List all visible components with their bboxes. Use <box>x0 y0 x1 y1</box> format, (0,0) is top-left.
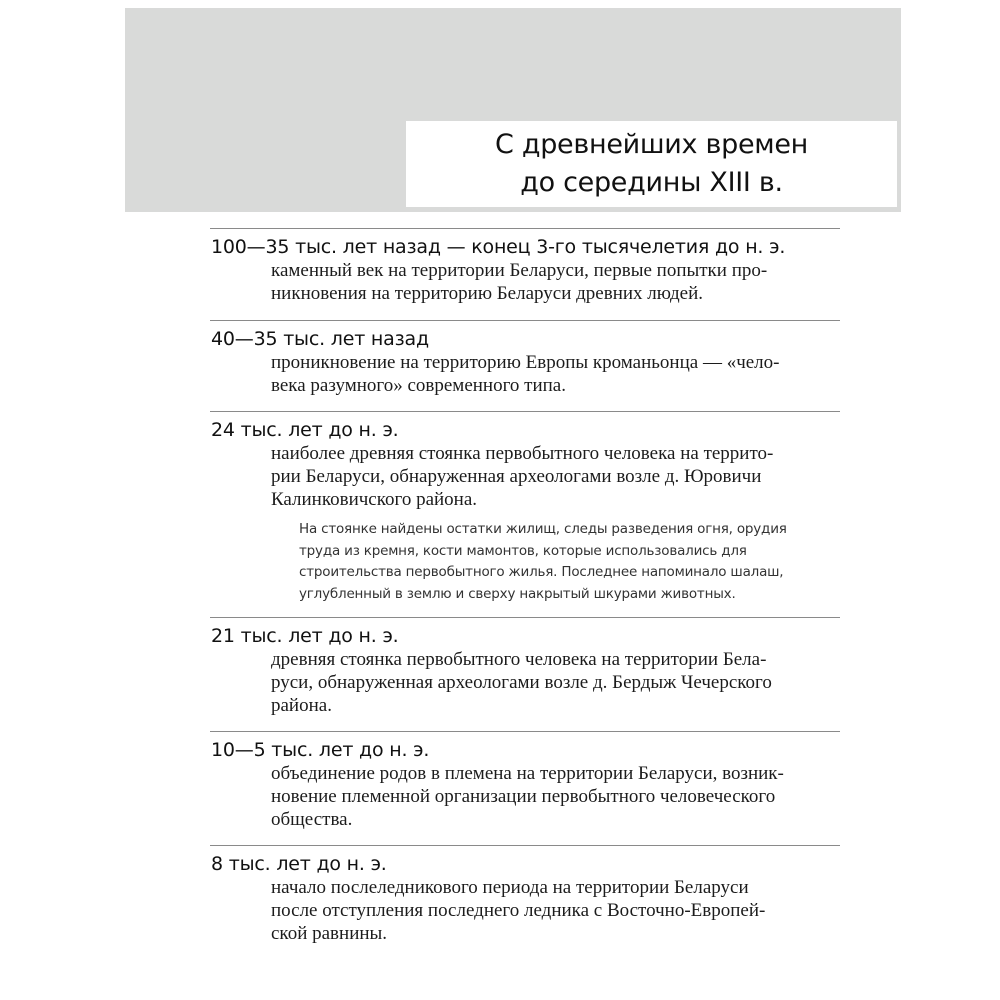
chapter-title-line-1: С древнейших времен <box>495 129 808 160</box>
entry-date: 10—5 тыс. лет до н. э. <box>211 739 430 761</box>
description-line: новение племенной организации первобытного человеческого <box>271 786 776 807</box>
description-line: Калинковичского района. <box>271 489 478 510</box>
note-line: труда из кремня, кости мамонтов, которые использовались для <box>299 542 747 559</box>
description-line: начало послеледникового периода на территории Беларуси <box>271 877 749 898</box>
entry-description <box>271 259 840 305</box>
entry-date: 8 тыс. лет до н. э. <box>211 853 387 875</box>
chapter-title-line-2: до середины XIII в. <box>520 167 783 198</box>
entry-date: 24 тыс. лет до н. э. <box>211 419 399 441</box>
timeline-entry <box>210 617 840 717</box>
chapter-header-band <box>125 8 901 212</box>
description-line: рии Беларуси, обнаруженная археологами возле д. Юровичи <box>271 466 762 487</box>
description-line: района. <box>271 695 332 716</box>
timeline-entry <box>210 411 840 605</box>
description-line: объединение родов в племена на территории Беларуси, возник- <box>271 763 784 784</box>
description-line: древняя стоянка первобытного человека на территории Бела- <box>271 649 767 670</box>
description-line: проникновение на территорию Европы кроманьонца — «чело- <box>271 352 780 373</box>
entry-date: 100—35 тыс. лет назад — конец 3-го тысячелетия до н. э. <box>211 236 786 258</box>
entry-description <box>271 351 840 397</box>
entry-note <box>299 519 840 605</box>
entry-description <box>271 876 840 945</box>
description-line: века разумного» современного типа. <box>271 375 566 396</box>
entry-description <box>271 762 840 831</box>
description-line: общества. <box>271 809 353 830</box>
description-line: ской равнины. <box>271 923 388 944</box>
description-line: каменный век на территории Беларуси, первые попытки про- <box>271 260 768 281</box>
entry-date: 21 тыс. лет до н. э. <box>211 625 399 647</box>
entry-description <box>271 442 840 511</box>
description-line: наиболее древняя стоянка первобытного человека на террито- <box>271 443 774 464</box>
timeline-entry <box>210 320 840 397</box>
note-line: углубленный в землю и сверху накрытый шкурами животных. <box>299 585 736 602</box>
chapter-title-box <box>406 121 897 207</box>
timeline-entry <box>210 845 840 945</box>
description-line: после отступления последнего ледника с Восточно-Европей- <box>271 900 766 921</box>
entry-description <box>271 648 840 717</box>
description-line: руси, обнаруженная археологами возле д. Бердыж Чечерского <box>271 672 772 693</box>
timeline-entry <box>210 731 840 831</box>
entry-date: 40—35 тыс. лет назад <box>211 328 429 350</box>
description-line: никновения на территорию Беларуси древних людей. <box>271 283 704 304</box>
timeline-entry <box>210 228 840 305</box>
note-line: строительства первобытного жилья. Последнее напоминало шалаш, <box>299 564 784 580</box>
note-line: На стоянке найдены остатки жилищ, следы разведения огня, орудия <box>299 521 787 537</box>
